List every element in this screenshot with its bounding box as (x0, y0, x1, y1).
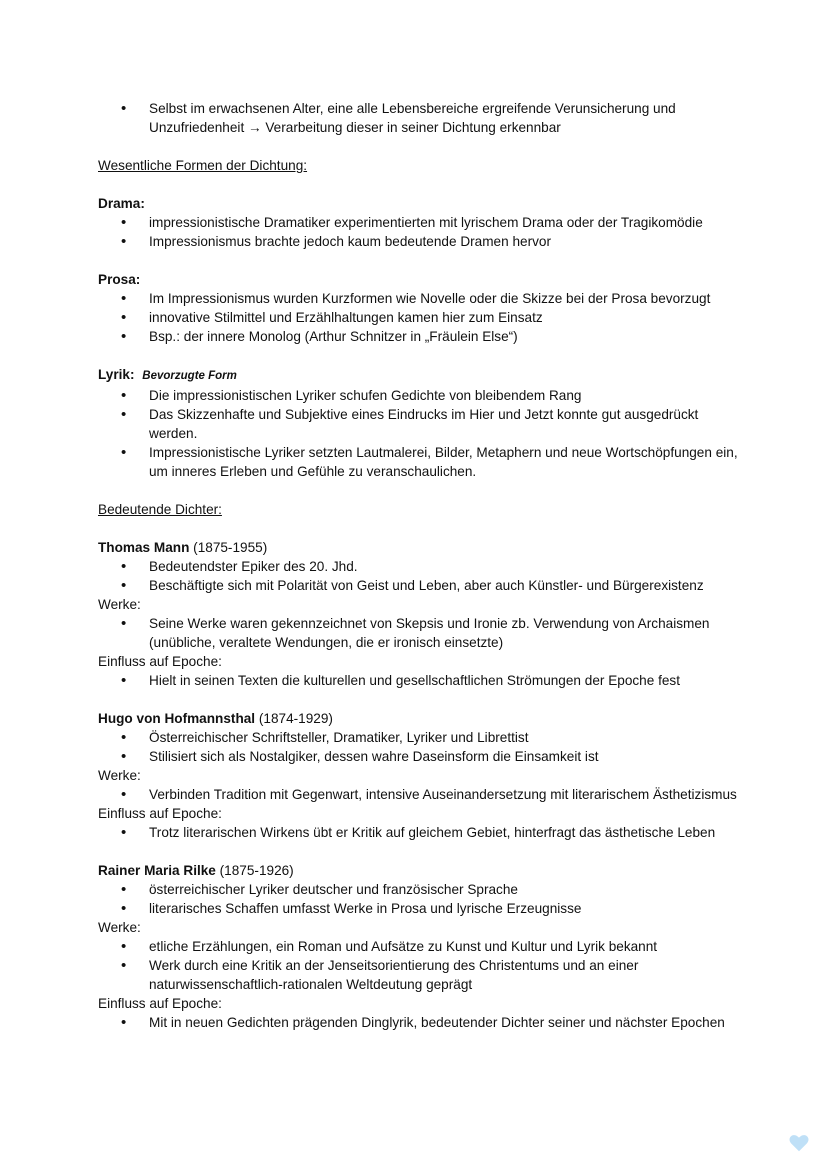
poet-years: (1875-1955) (189, 540, 268, 555)
drama-heading: Drama: (98, 196, 145, 211)
list-item: • Impressionistische Lyriker setzten Lautmalerei, Bilder, Metaphern und neue Wortschöpfungen ein, um inneres Erleben und Gefühle zu veranschaulichen. (98, 443, 738, 481)
einfluss-label: Einfluss auf Epoche: (98, 654, 222, 669)
list-item: • Beschäftigte sich mit Polarität von Geist und Leben, aber auch Künstler- und Bürgerexistenz (98, 576, 738, 595)
poet-years: (1875-1926) (215, 863, 294, 878)
list-item: • Bedeutendster Epiker des 20. Jhd. (98, 557, 738, 576)
poet-title-mann (98, 538, 738, 557)
rilke-werke-list (98, 937, 738, 994)
mann-einfluss-list (98, 671, 738, 690)
poet-name: Rainer Maria Rilke (98, 863, 216, 878)
hofmannsthal-list (98, 728, 738, 766)
list-item: • Stilisiert sich als Nostalgiker, dessen wahre Daseinsform die Einsamkeit ist (98, 747, 738, 766)
list-item: • Verbinden Tradition mit Gegenwart, intensive Auseinandersetzung mit literarischem Ästhetizismus (98, 785, 738, 804)
heart-icon (788, 1132, 810, 1154)
list-item: • Das Skizzenhafte und Subjektive eines Eindrucks im Hier und Jetzt konnte gut ausgedrückt werden. (98, 405, 738, 443)
list-item: • literarisches Schaffen umfasst Werke in Prosa und lyrische Erzeugnisse (98, 899, 738, 918)
list-item: • Trotz literarischen Wirkens übt er Kritik auf gleichem Gebiet, hinterfragt das ästhetische Leben (98, 823, 738, 842)
poet-title-hofmannsthal (98, 709, 738, 728)
list-item: • Bsp.: der innere Monolog (Arthur Schnitzer in „Fräulein Else“) (98, 327, 738, 346)
list-item: • Hielt in seinen Texten die kulturellen und gesellschaftlichen Strömungen der Epoche fest (98, 671, 738, 690)
document-page (98, 99, 738, 1032)
list-item: • Die impressionistischen Lyriker schufen Gedichte von bleibendem Rang (98, 386, 738, 405)
lyrik-heading: Lyrik: (98, 367, 135, 382)
list-item: • österreichischer Lyriker deutscher und französischer Sprache (98, 880, 738, 899)
einfluss-label: Einfluss auf Epoche: (98, 806, 222, 821)
poet-name: Hugo von Hofmannsthal (98, 711, 256, 726)
forms-heading: Wesentliche Formen der Dichtung: (98, 158, 308, 173)
poet-name: Thomas Mann (98, 540, 190, 555)
lyrik-note: Bevorzugte Form (142, 370, 237, 382)
hofmannsthal-einfluss-list (98, 823, 738, 842)
poets-heading: Bedeutende Dichter: (98, 502, 222, 517)
list-item: • Österreichischer Schriftsteller, Dramatiker, Lyriker und Librettist (98, 728, 738, 747)
list-item: • Werk durch eine Kritik an der Jenseitsorientierung des Christentums und an einer naturwissenschaftlich-rationalen Weltdeutung geprägt (98, 956, 738, 994)
mann-list (98, 557, 738, 595)
list-item: • Selbst im erwachsenen Alter, eine alle Lebensbereiche ergreifende Verunsicherung und Unzufriedenheit → Verarbeitung dieser in seiner Dichtung erkennbar (98, 99, 738, 137)
list-item: • etliche Erzählungen, ein Roman und Aufsätze zu Kunst und Kultur und Lyrik bekannt (98, 937, 738, 956)
list-item: • impressionistische Dramatiker experimentierten mit lyrischem Drama oder der Tragikomödie (98, 213, 738, 232)
mann-werke-list (98, 614, 738, 652)
list-item: • Impressionismus brachte jedoch kaum bedeutende Dramen hervor (98, 232, 738, 251)
einfluss-label: Einfluss auf Epoche: (98, 996, 222, 1011)
lyrik-heading-line (98, 365, 738, 386)
list-item: • Im Impressionismus wurden Kurzformen wie Novelle oder die Skizze bei der Prosa bevorzugt (98, 289, 738, 308)
poet-years: (1874-1929) (255, 711, 333, 726)
drama-list (98, 213, 738, 251)
werke-label: Werke: (98, 768, 141, 783)
poet-title-rilke (98, 861, 738, 880)
rilke-list (98, 880, 738, 918)
list-item: • Mit in neuen Gedichten prägenden Dinglyrik, bedeutender Dichter seiner und nächster Epochen (98, 1013, 738, 1032)
hofmannsthal-werke-list (98, 785, 738, 804)
werke-label: Werke: (98, 920, 141, 935)
werke-label: Werke: (98, 597, 141, 612)
prosa-heading: Prosa: (98, 272, 141, 287)
list-item: • Seine Werke waren gekennzeichnet von Skepsis und Ironie zb. Verwendung von Archaismen (unübliche, veraltete Wendungen, die er ironisch einsetzte) (98, 614, 738, 652)
lyrik-list (98, 386, 738, 481)
list-item: • innovative Stilmittel und Erzählhaltungen kamen hier zum Einsatz (98, 308, 738, 327)
intro-list (98, 99, 738, 137)
prosa-list (98, 289, 738, 346)
rilke-einfluss-list (98, 1013, 738, 1032)
